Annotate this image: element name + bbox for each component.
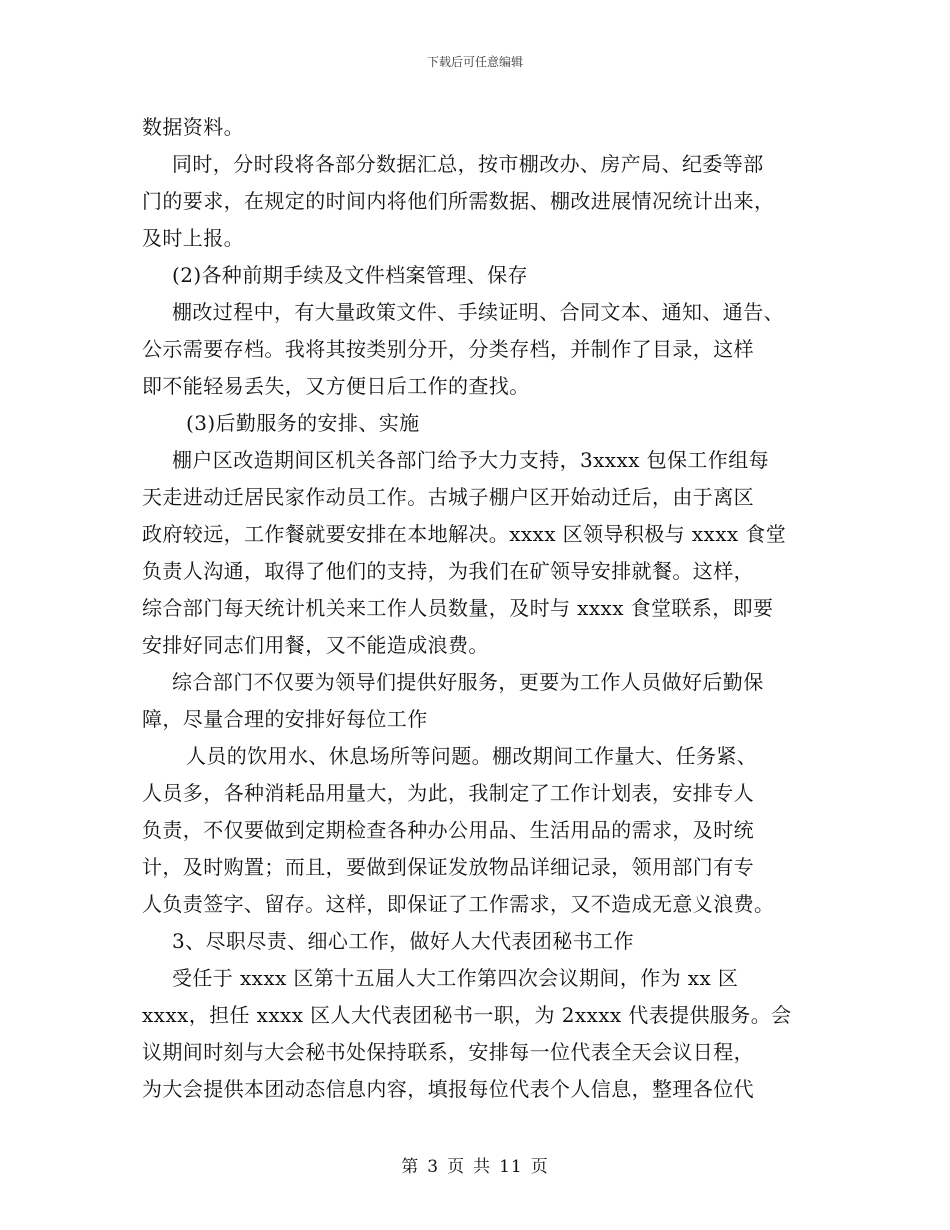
text-line: 综合部门不仅要为领导们提供好服务，更要为工作人员做好后勤保: [172, 670, 764, 694]
footer-label-ye: 页: [447, 1157, 466, 1177]
text-line: 同时，分时段将各部分数据汇总，按市棚改办、房产局、纪委等部: [172, 152, 764, 176]
text-line: 棚户区改造期间区机关各部门给予大力支持，3xxxx 包保工作组每: [172, 448, 769, 472]
text-line: 公示需要存档。我将其按类别分开，分类存档，并制作了目录，这样: [142, 337, 754, 361]
current-page-number: 3: [427, 1157, 440, 1177]
text-line: 及时上报。: [142, 226, 244, 250]
text-line: 天走进动迁居民家作动员工作。古城子棚户区开始动迁后，由于离区: [142, 485, 754, 509]
text-line: 数据资料。: [142, 115, 244, 139]
text-line: 为大会提供本团动态信息内容，填报每位代表个人信息，整理各位代: [142, 1077, 754, 1101]
text-line: 门的要求，在规定的时间内将他们所需数据、棚改进展情况统计出来，: [142, 189, 775, 213]
text-line: (3)后勤服务的安排、实施: [186, 411, 420, 435]
text-line: 受任于 xxxx 区第十五届人大工作第四次会议期间，作为 xx 区: [172, 966, 739, 990]
document-body: [142, 109, 832, 1108]
text-line: 议期间时刻与大会秘书处保持联系，安排每一位代表全天会议日程，: [142, 1040, 754, 1064]
text-line: 人员多，各种消耗品用量大，为此，我制定了工作计划表，安排专人: [142, 781, 754, 805]
footer-label-di: 第: [401, 1157, 420, 1177]
text-line: 即不能轻易丢失，又方便日后工作的查找。: [142, 374, 530, 398]
text-line: xxxx，担任 xxxx 区人大代表团秘书一职，为 2xxxx 代表提供服务。会: [142, 1003, 792, 1027]
text-line: 人员的饮用水、休息场所等问题。棚改期间工作量大、任务紧、: [186, 744, 758, 768]
text-line: 综合部门每天统计机关来工作人员数量，及时与 xxxx 食堂联系，即要: [142, 596, 774, 620]
text-line: 政府较远，工作餐就要安排在本地解决。xxxx 区领导积极与 xxxx 食堂: [142, 522, 787, 546]
text-line: 3、尽职尽责、细心工作，做好人大代表团秘书工作: [172, 929, 634, 953]
text-line: 棚改过程中，有大量政策文件、手续证明、合同文本、通知、通告、: [172, 300, 784, 324]
text-line: 负责，不仅要做到定期检查各种办公用品、生活用品的需求，及时统: [142, 818, 754, 842]
page-header: 下载后可任意编辑: [426, 55, 523, 69]
text-line: 障，尽量合理的安排好每位工作: [142, 707, 428, 731]
text-line: 计，及时购置；而且，要做到保证发放物品详细记录，领用部门有专: [142, 855, 754, 879]
footer-label-gong: 共: [473, 1157, 492, 1177]
footer-label-ye-2: 页: [530, 1157, 549, 1177]
text-line: 人负责签字、留存。这样，即保证了工作需求，又不造成无意义浪费。: [142, 892, 775, 916]
text-line: 负责人沟通，取得了他们的支持，为我们在矿领导安排就餐。这样，: [142, 559, 754, 583]
page-footer: [0, 1152, 950, 1177]
text-line: 安排好同志们用餐，又不能造成浪费。: [142, 633, 489, 657]
total-page-number: 11: [499, 1157, 523, 1177]
text-line: (2)各种前期手续及文件档案管理、保存: [172, 263, 528, 287]
